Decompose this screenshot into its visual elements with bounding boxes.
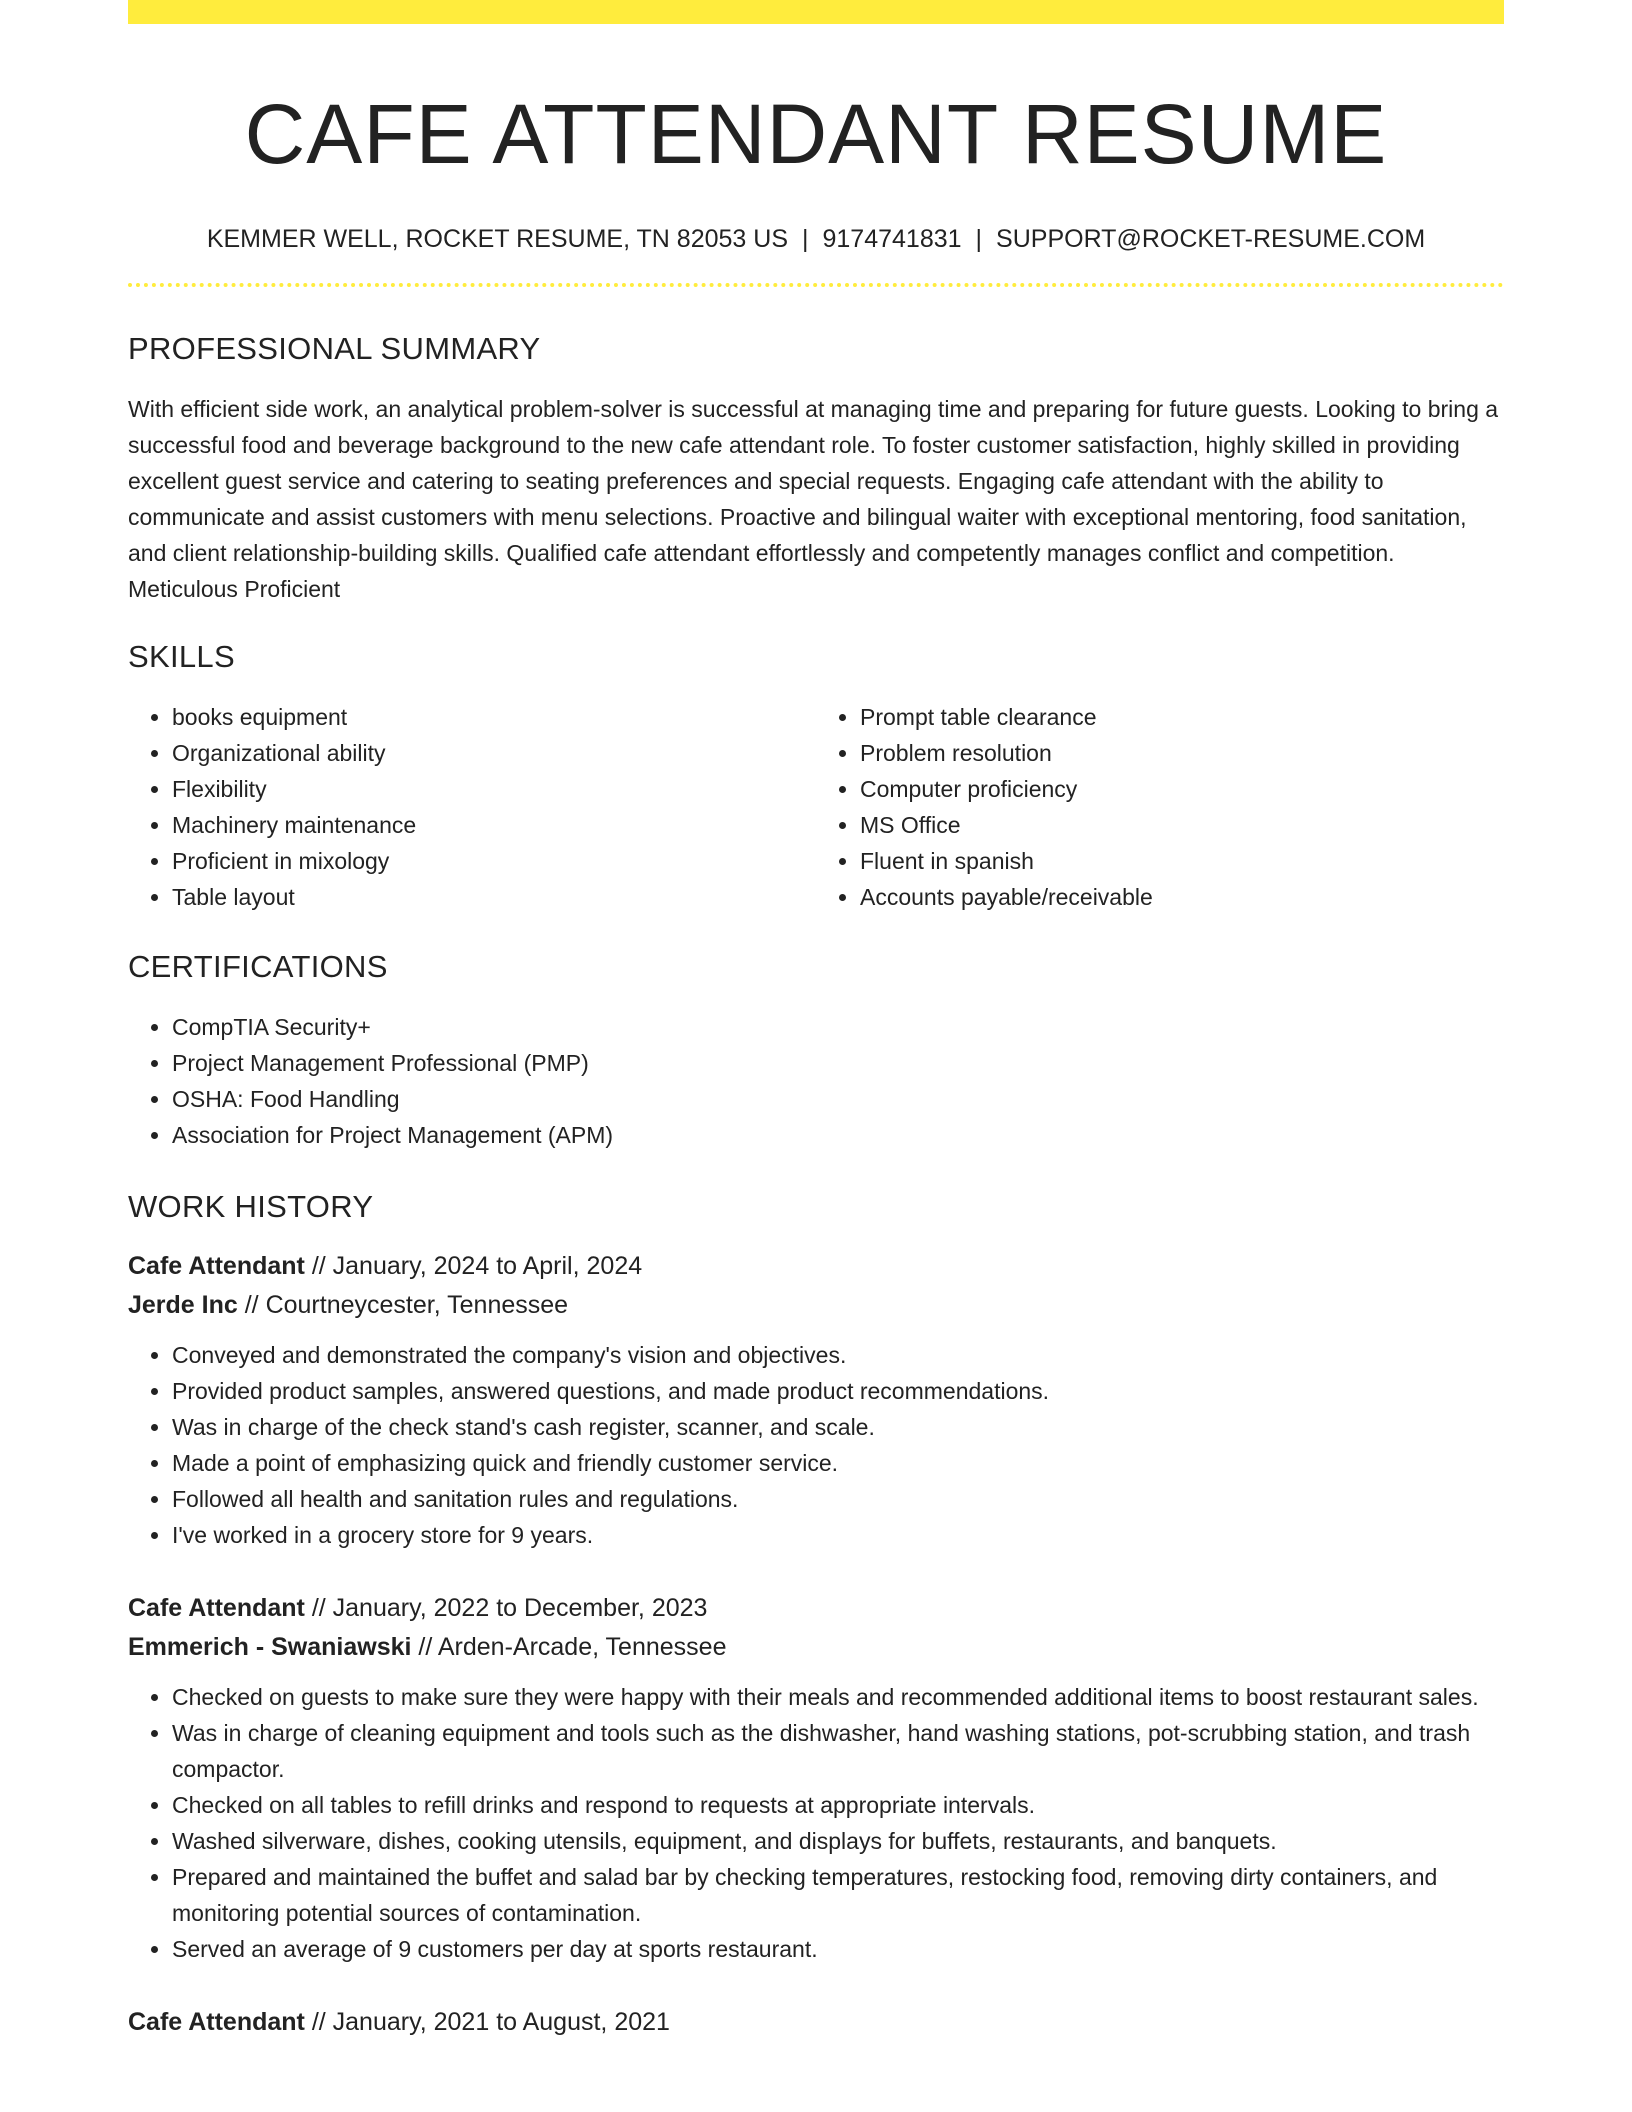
job-company: Emmerich - Swaniawski bbox=[128, 1632, 412, 1661]
job-entry bbox=[128, 1589, 1504, 1967]
job-title-line bbox=[128, 1589, 1504, 1628]
skill-item: • Fluent in spanish bbox=[860, 843, 1504, 879]
job-company: Jerde Inc bbox=[128, 1290, 238, 1319]
certification-item: • CompTIA Security+ bbox=[172, 1009, 1504, 1045]
job-duty: • Washed silverware, dishes, cooking utensils, equipment, and displays for buffets, restaurants, and banquets. bbox=[172, 1823, 1504, 1859]
job-title-line bbox=[128, 2003, 1504, 2042]
contact-separator: | bbox=[975, 224, 983, 253]
job-dates: // January, 2024 to April, 2024 bbox=[311, 1251, 643, 1280]
skills-list-right bbox=[816, 699, 1504, 915]
job-dates: // January, 2022 to December, 2023 bbox=[311, 1593, 708, 1622]
skill-item: • Accounts payable/receivable bbox=[860, 879, 1504, 915]
job-title: Cafe Attendant bbox=[128, 1593, 305, 1622]
job-duty: • Checked on guests to make sure they were happy with their meals and recommended additional items to boost restaurant sales. bbox=[172, 1679, 1504, 1715]
skills-heading: SKILLS bbox=[128, 638, 235, 674]
resume-page bbox=[128, 0, 1504, 2042]
accent-bar bbox=[128, 0, 1504, 24]
skill-item: • Organizational ability bbox=[172, 735, 816, 771]
job-duty: • Checked on all tables to refill drinks and respond to requests at appropriate intervals. bbox=[172, 1787, 1504, 1823]
work-history-heading: WORK HISTORY bbox=[128, 1188, 374, 1224]
job-duty: • Made a point of emphasizing quick and friendly customer service. bbox=[172, 1445, 1504, 1481]
skill-item: • Machinery maintenance bbox=[172, 807, 816, 843]
job-location: // Courtneycester, Tennessee bbox=[244, 1290, 569, 1319]
certification-item: • Association for Project Management (APM) bbox=[172, 1117, 1504, 1153]
contact-line bbox=[128, 223, 1504, 255]
job-duties-list bbox=[128, 1679, 1504, 1967]
contact-address: KEMMER WELL, ROCKET RESUME, TN 82053 US bbox=[206, 224, 788, 253]
job-title: Cafe Attendant bbox=[128, 2007, 305, 2036]
skill-item: • Problem resolution bbox=[860, 735, 1504, 771]
job-duty: • Followed all health and sanitation rules and regulations. bbox=[172, 1481, 1504, 1517]
job-entry bbox=[128, 1247, 1504, 1553]
skill-item: • Proficient in mixology bbox=[172, 843, 816, 879]
job-duty: • Provided product samples, answered questions, and made product recommendations. bbox=[172, 1373, 1504, 1409]
certifications-list bbox=[128, 1009, 1504, 1153]
skills-columns bbox=[128, 699, 1504, 915]
job-duty: • Conveyed and demonstrated the company's vision and objectives. bbox=[172, 1337, 1504, 1373]
job-duty: • Was in charge of cleaning equipment and tools such as the dishwasher, hand washing stations, pot-scrubbing station, and trash compactor. bbox=[172, 1715, 1504, 1787]
certification-item: • OSHA: Food Handling bbox=[172, 1081, 1504, 1117]
skills-list-left bbox=[128, 699, 816, 915]
job-entry bbox=[128, 2003, 1504, 2042]
resume-title: CAFE ATTENDANT RESUME bbox=[244, 87, 1388, 181]
skill-item: • Computer proficiency bbox=[860, 771, 1504, 807]
skill-item: • Flexibility bbox=[172, 771, 816, 807]
job-title: Cafe Attendant bbox=[128, 1251, 305, 1280]
skill-item: • MS Office bbox=[860, 807, 1504, 843]
job-title-line bbox=[128, 1247, 1504, 1286]
contact-separator: | bbox=[802, 224, 809, 253]
job-company-line bbox=[128, 1286, 1504, 1325]
job-company-line bbox=[128, 1628, 1504, 1667]
contact-email: SUPPORT@ROCKET-RESUME.COM bbox=[996, 224, 1426, 253]
certifications-heading: CERTIFICATIONS bbox=[128, 948, 388, 984]
job-duty: • Served an average of 9 customers per day at sports restaurant. bbox=[172, 1931, 1504, 1967]
contact-phone: 9174741831 bbox=[822, 224, 962, 253]
skill-item: • Prompt table clearance bbox=[860, 699, 1504, 735]
skill-item: • books equipment bbox=[172, 699, 816, 735]
summary-heading: PROFESSIONAL SUMMARY bbox=[128, 330, 541, 366]
job-duties-list bbox=[128, 1337, 1504, 1553]
job-duty: • Was in charge of the check stand's cash register, scanner, and scale. bbox=[172, 1409, 1504, 1445]
job-location: // Arden-Arcade, Tennessee bbox=[418, 1632, 727, 1661]
certification-item: • Project Management Professional (PMP) bbox=[172, 1045, 1504, 1081]
job-dates: // January, 2021 to August, 2021 bbox=[311, 2007, 670, 2036]
section-divider bbox=[128, 283, 1504, 287]
skill-item: • Table layout bbox=[172, 879, 816, 915]
job-duty: • Prepared and maintained the buffet and salad bar by checking temperatures, restocking food, removing dirty containers, and monitoring potential sources of contamination. bbox=[172, 1859, 1504, 1931]
job-duty: • I've worked in a grocery store for 9 years. bbox=[172, 1517, 1504, 1553]
summary-text: With efficient side work, an analytical problem-solver is successful at managing time and preparing for future guests. Looking to bring a successful food and beverage background to the new cafe attendant role. To foster customer satisfaction, highly skilled in providing excellent guest service and catering to seating preferences and special requests. Engaging cafe attendant with the ability to communicate and assist customers with menu selections. Proactive and bilingual waiter with exceptional mentoring, food sanitation, and client relationship-building skills. Qualified cafe attendant effortlessly and competently manages conflict and competition. Meticulous Proficient bbox=[128, 395, 1499, 602]
